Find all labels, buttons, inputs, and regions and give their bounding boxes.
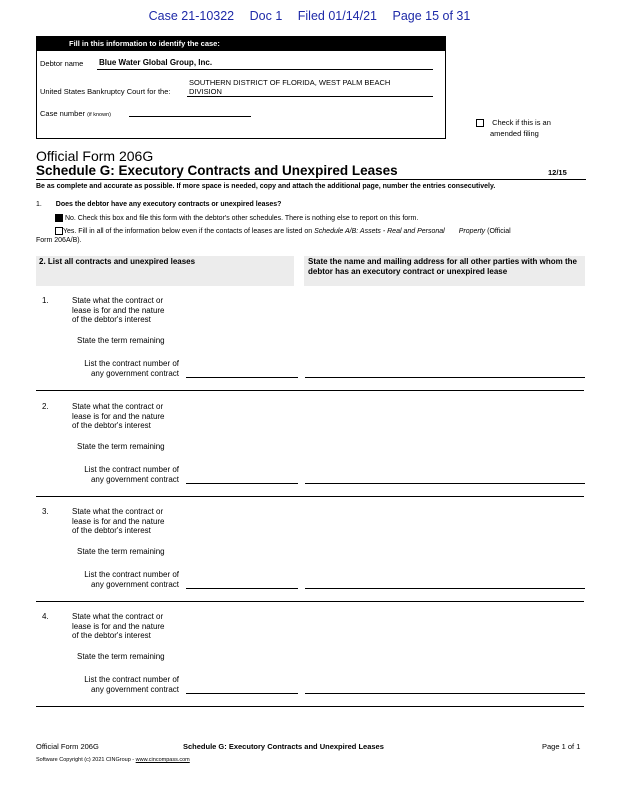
debtor-name-underline <box>97 69 433 70</box>
case-number-header: Case 21-10322 <box>148 9 235 23</box>
court-underline <box>187 96 433 97</box>
form-instructions: Be as complete and accurate as possible. If more space is needed, copy and attach the additional page, number the entries consecutively. <box>36 183 496 190</box>
case-number-hint: (if known) <box>87 112 111 118</box>
copyright-text: Software Copyright (c) 2021 CINGroup - <box>36 757 136 763</box>
other-party-address-field[interactable] <box>305 377 585 378</box>
case-number-field[interactable] <box>129 107 251 116</box>
contract-description-line1: State what the contract or <box>72 296 164 305</box>
contract-description-line1: State what the contract or <box>72 507 164 516</box>
id-box-heading: Fill in this information to identify the case: <box>37 37 445 51</box>
entry-number: 2. <box>42 402 49 411</box>
government-contract-label <box>73 359 179 378</box>
contract-description-label <box>72 402 165 431</box>
contract-entry <box>36 296 586 401</box>
copyright-link[interactable]: www.cincompass.com <box>135 757 190 763</box>
yes-option-schedule-ref: Schedule A/B: Assets - Real and Personal <box>314 228 445 235</box>
contract-description-label <box>72 296 165 325</box>
contract-description-line1: State what the contract or <box>72 402 164 411</box>
court-value-line1: SOUTHERN DISTRICT OF FLORIDA, WEST PALM BEACH <box>189 78 391 87</box>
form-number: Official Form 206G <box>36 148 154 164</box>
yes-option-text: Yes. Fill in all of the information below even if the contacts of leases are listed on <box>63 228 315 235</box>
no-option[interactable] <box>55 214 418 222</box>
column-header-parties: State the name and mailing address for all other parties with whom the debtor has an executory contract or unexpired lease <box>304 256 585 286</box>
contract-number-field[interactable] <box>186 483 298 484</box>
government-contract-label <box>73 675 179 694</box>
contract-number-field[interactable] <box>186 693 298 694</box>
entry-number: 4. <box>42 612 49 621</box>
footer-form-number: Official Form 206G <box>36 742 99 751</box>
court-label: United States Bankruptcy Court for the: <box>40 87 171 96</box>
government-contract-line1: List the contract number of <box>84 359 179 368</box>
form-version: 12/15 <box>548 168 567 177</box>
contract-description-line2: lease is for and the nature <box>72 305 165 315</box>
case-identification-box <box>36 36 446 139</box>
government-contract-line1: List the contract number of <box>84 465 179 474</box>
yes-option-property: Property <box>458 228 486 235</box>
entry-separator <box>36 706 584 707</box>
government-contract-line2: any government contract <box>90 368 179 378</box>
contract-number-field[interactable] <box>186 377 298 378</box>
yes-option[interactable] <box>55 227 585 237</box>
government-contract-line1: List the contract number of <box>84 570 179 579</box>
government-contract-label <box>73 570 179 589</box>
contract-description-line3: of the debtor's interest <box>72 421 151 430</box>
case-number-underline <box>129 116 251 117</box>
term-remaining-label: State the term remaining <box>77 547 165 556</box>
contract-description-line2: lease is for and the nature <box>72 516 165 526</box>
no-option-text: No. Check this box and file this form with the debtor's other schedules. There is nothing else to report on this form. <box>64 214 419 222</box>
contract-entry <box>36 402 586 507</box>
term-remaining-label: State the term remaining <box>77 442 165 451</box>
contract-description-line2: lease is for and the nature <box>72 411 165 421</box>
government-contract-line2: any government contract <box>90 474 179 484</box>
contract-description-line1: State what the contract or <box>72 612 164 621</box>
yes-checkbox[interactable] <box>55 227 63 235</box>
filed-date-header: Filed 01/14/21 <box>297 9 377 23</box>
contract-description-label <box>72 507 165 536</box>
other-party-address-field[interactable] <box>305 483 585 484</box>
court-value[interactable] <box>189 78 390 96</box>
question-1-text: Does the debtor have any executory contracts or unexpired leases? <box>55 201 282 208</box>
yes-option-form-ref: Form 206A/B). <box>36 237 82 244</box>
title-rule <box>36 179 586 180</box>
case-number-label-text: Case number <box>40 109 86 118</box>
no-checkbox[interactable] <box>55 214 63 222</box>
contract-number-field[interactable] <box>186 588 298 589</box>
entry-separator <box>36 390 584 391</box>
contract-description-label <box>72 612 165 641</box>
entry-separator <box>36 496 584 497</box>
entry-number: 3. <box>42 507 49 516</box>
page-count-header: Page 15 of 31 <box>392 9 471 23</box>
term-remaining-label: State the term remaining <box>77 652 165 661</box>
amended-label-line2: amended filing <box>490 129 539 138</box>
debtor-name-value[interactable]: Blue Water Global Group, Inc. <box>99 58 213 67</box>
footer-form-title: Schedule G: Executory Contracts and Unexpired Leases <box>183 742 384 751</box>
question-1 <box>36 201 281 208</box>
column-header-contracts: 2. List all contracts and unexpired leases <box>36 256 294 286</box>
debtor-name-label: Debtor name <box>40 59 84 68</box>
form-title: Schedule G: Executory Contracts and Unexpired Leases <box>36 163 398 178</box>
amended-filing-option[interactable] <box>476 117 551 139</box>
contract-entry <box>36 612 586 717</box>
contract-description-line3: of the debtor's interest <box>72 315 151 324</box>
court-value-line2: DIVISION <box>189 87 222 96</box>
contract-entry <box>36 507 586 612</box>
case-number-label <box>40 109 111 118</box>
question-1-number: 1. <box>36 201 42 208</box>
term-remaining-label: State the term remaining <box>77 336 165 345</box>
amended-label-line1: Check if this is an <box>492 118 551 127</box>
yes-option-official: (Official <box>487 228 511 235</box>
government-contract-label <box>73 465 179 484</box>
doc-number-header: Doc 1 <box>249 9 283 23</box>
court-filing-header <box>0 9 619 23</box>
other-party-address-field[interactable] <box>305 588 585 589</box>
amended-checkbox[interactable] <box>476 119 484 127</box>
software-copyright <box>36 757 190 763</box>
contract-description-line2: lease is for and the nature <box>72 621 165 631</box>
footer-page-number: Page 1 of 1 <box>542 742 581 751</box>
government-contract-line2: any government contract <box>90 579 179 589</box>
entry-separator <box>36 601 584 602</box>
entry-number: 1. <box>42 296 49 305</box>
contract-description-line3: of the debtor's interest <box>72 526 151 535</box>
government-contract-line2: any government contract <box>90 684 179 694</box>
other-party-address-field[interactable] <box>305 693 585 694</box>
contract-description-line3: of the debtor's interest <box>72 631 151 640</box>
government-contract-line1: List the contract number of <box>84 675 179 684</box>
